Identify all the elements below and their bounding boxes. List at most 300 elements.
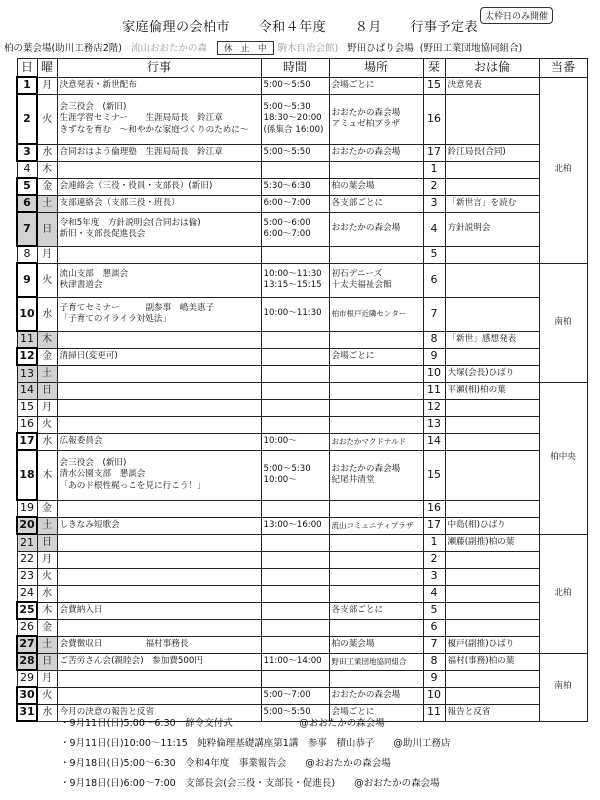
event-cell	[57, 263, 261, 297]
time-line: 5:00〜5:50	[263, 706, 311, 717]
day-number: 5	[17, 178, 37, 195]
time-cell	[261, 331, 329, 348]
weekday: 木	[37, 602, 57, 619]
table-row	[17, 94, 587, 144]
place-cell	[329, 687, 423, 704]
event-line: 清掃日(変更可)	[59, 350, 118, 361]
event-cell	[57, 636, 261, 653]
oharin-cell	[445, 619, 539, 636]
weekday: 月	[37, 399, 57, 416]
day-number: 31	[17, 704, 37, 721]
oharin-cell	[445, 297, 539, 331]
time-cell	[261, 653, 329, 670]
shiori-number: 15	[423, 450, 445, 500]
day-number: 26	[17, 619, 37, 636]
weekday: 金	[37, 619, 57, 636]
event-line: 「あのド根性梶っこを見に行こう！」	[59, 480, 206, 491]
place-line: おおたかの森会場	[331, 146, 401, 157]
event-cell	[57, 331, 261, 348]
event-cell	[57, 534, 261, 551]
oharin-cell	[445, 433, 539, 450]
weekday: 土	[37, 195, 57, 212]
place-cell	[329, 263, 423, 297]
event-cell	[57, 94, 261, 144]
table-row	[17, 534, 587, 551]
place-cell	[329, 178, 423, 195]
place-cell	[329, 297, 423, 331]
day-number: 6	[17, 195, 37, 212]
time-line: 10:00〜11:30	[263, 308, 322, 319]
col-duty: 当番	[539, 59, 587, 78]
time-cell	[261, 144, 329, 161]
weekday: 水	[37, 144, 57, 161]
place-cell	[329, 212, 423, 246]
day-number: 2	[17, 94, 37, 144]
table-row	[17, 77, 587, 94]
event-line: 今月の決意の報告と反省	[59, 706, 155, 717]
time-cell	[261, 382, 329, 399]
oharin-cell	[445, 348, 539, 365]
time-cell	[261, 263, 329, 297]
place-line: おおたかマクドナルド	[331, 436, 407, 446]
event-cell	[57, 450, 261, 500]
closed-stamp: 休 止 中	[217, 41, 274, 55]
time-cell	[261, 670, 329, 687]
time-line: 6:00〜7:00	[263, 229, 311, 239]
note-item: ・9月11日(日)10:00〜11:15 純粋倫理基礎講座第1講 参事 積山恭子 @助川工務店	[60, 738, 451, 749]
weekday: 水	[37, 585, 57, 602]
day-number: 12	[17, 348, 37, 365]
weekday: 木	[37, 161, 57, 178]
time-cell	[261, 551, 329, 568]
venue-noda-sub: (野田工業団地協同組合)	[419, 43, 523, 54]
oharin-cell: 報告と反省	[445, 704, 539, 721]
weekday: 金	[37, 500, 57, 517]
oharin-cell	[445, 161, 539, 178]
event-cell	[57, 585, 261, 602]
org-name: 家庭倫理の会柏市	[122, 20, 231, 35]
time-line: 5:00〜5:50	[263, 146, 311, 157]
time-cell	[261, 534, 329, 551]
weekday: 木	[37, 450, 57, 500]
table-row	[17, 416, 587, 433]
table-row	[17, 433, 587, 450]
day-number: 8	[17, 246, 37, 263]
place-cell	[329, 636, 423, 653]
day-number: 23	[17, 568, 37, 585]
oharin-cell	[445, 246, 539, 263]
note-item: ・9月11日(日)5:00〜6:30 辞令交付式 @おおたかの森会場	[60, 718, 385, 729]
day-number: 1	[17, 77, 37, 94]
oharin-cell	[445, 500, 539, 517]
event-cell	[57, 602, 261, 619]
table-row	[17, 619, 587, 636]
event-cell	[57, 161, 261, 178]
day-number: 27	[17, 636, 37, 653]
place-cell	[329, 433, 423, 450]
time-cell	[261, 517, 329, 534]
day-number: 19	[17, 500, 37, 517]
notes	[60, 714, 450, 794]
event-cell	[57, 517, 261, 534]
place-line: 会場ごとに	[331, 706, 375, 717]
time-cell	[261, 161, 329, 178]
time-cell	[261, 178, 329, 195]
shiori-number: 16	[423, 94, 445, 144]
table-row	[17, 399, 587, 416]
shiori-number: 4	[423, 585, 445, 602]
day-number: 20	[17, 517, 37, 534]
place-cell	[329, 517, 423, 534]
place-line: 初石デニーズ	[331, 268, 383, 279]
day-number: 10	[17, 297, 37, 331]
place-line: 会場ごとに	[331, 79, 375, 90]
event-cell	[57, 195, 261, 212]
place-cell	[329, 94, 423, 144]
day-number: 11	[17, 331, 37, 348]
day-number: 4	[17, 161, 37, 178]
place-cell	[329, 653, 423, 670]
table-row	[17, 602, 587, 619]
table-row	[17, 687, 587, 704]
oharin-cell	[445, 670, 539, 687]
weekday: 土	[37, 517, 57, 534]
event-cell	[57, 416, 261, 433]
table-row	[17, 517, 587, 534]
shiori-number: 6	[423, 619, 445, 636]
place-cell	[329, 77, 423, 94]
place-line: おおたかの森会場	[331, 689, 401, 700]
place-cell	[329, 399, 423, 416]
place-cell	[329, 416, 423, 433]
place-cell	[329, 500, 423, 517]
weekday: 月	[37, 670, 57, 687]
time-line: 13:00〜16:00	[263, 519, 322, 530]
time-cell	[261, 348, 329, 365]
weekday: 日	[37, 534, 57, 551]
time-cell	[261, 416, 329, 433]
event-cell	[57, 382, 261, 399]
time-cell	[261, 687, 329, 704]
event-cell	[57, 77, 261, 94]
shiori-number: 3	[423, 195, 445, 212]
table-row	[17, 653, 587, 670]
time-line: 6:00〜7:00	[263, 197, 311, 208]
event-line: 会三役会 (新旧)	[59, 458, 127, 469]
place-line: 流山コミュニティプラザ	[331, 520, 414, 530]
day-number: 17	[17, 433, 37, 450]
oharin-cell: 中島(相)ひばり	[445, 517, 539, 534]
time-cell	[261, 94, 329, 144]
time-cell	[261, 619, 329, 636]
shiori-number: 17	[423, 517, 445, 534]
day-number: 29	[17, 670, 37, 687]
weekday: 日	[37, 212, 57, 246]
table-row	[17, 500, 587, 517]
event-line: きずなを育む 〜和やかな家庭づくりのために〜	[59, 124, 249, 135]
oharin-cell: 方針説明会	[445, 212, 539, 246]
table-row	[17, 178, 587, 195]
oharin-cell	[445, 94, 539, 144]
oharin-cell: 平瀬(相)柏の葉	[445, 382, 539, 399]
oharin-cell	[445, 450, 539, 500]
time-line: (係集合 16:00)	[263, 124, 324, 135]
place-line: アミュゼ柏プラザ	[331, 119, 401, 129]
note-item: ・9月18日(日)6:00〜7:00 支部長会(会三役・支部長・促進長) @おおたかの森会場	[60, 778, 440, 789]
time-line: 10:00〜	[263, 475, 297, 485]
weekday: 月	[37, 77, 57, 94]
time-cell	[261, 399, 329, 416]
bold-days-note: 太枠日のみ開催	[480, 7, 553, 24]
shiori-number: 17	[423, 144, 445, 161]
place-line: 十太夫福祉会館	[331, 280, 392, 290]
weekday: 火	[37, 94, 57, 144]
fiscal-year: 令和４年度	[258, 20, 327, 35]
weekday: 火	[37, 263, 57, 297]
shiori-number: 11	[423, 382, 445, 399]
event-line: 流山支部 懇談会	[59, 268, 129, 279]
schedule-body	[17, 77, 587, 721]
day-number: 28	[17, 653, 37, 670]
place-cell	[329, 348, 423, 365]
oharin-cell	[445, 585, 539, 602]
venue-otaka: 流山おおたかの森	[131, 43, 208, 54]
venue-noda: 野田ひばり会場	[347, 43, 414, 54]
place-cell	[329, 670, 423, 687]
shiori-number: 11	[423, 704, 445, 721]
oharin-cell	[445, 551, 539, 568]
day-number: 3	[17, 144, 37, 161]
event-line: 決意発表・新世配布	[59, 79, 137, 90]
table-row	[17, 670, 587, 687]
shiori-number: 10	[423, 365, 445, 382]
table-row	[17, 365, 587, 382]
table-row	[17, 195, 587, 212]
table-row	[17, 636, 587, 653]
shiori-number: 14	[423, 433, 445, 450]
event-cell	[57, 297, 261, 331]
event-line: 子育てセミナー 副参事 嶋美恵子	[59, 302, 215, 313]
duty-cell: 南柏	[539, 263, 587, 382]
event-cell	[57, 365, 261, 382]
event-cell	[57, 144, 261, 161]
duty-cell: 北柏	[539, 534, 587, 653]
table-row	[17, 297, 587, 331]
table-row	[17, 246, 587, 263]
time-line: 5:00〜5:30	[263, 463, 311, 474]
weekday: 水	[37, 704, 57, 721]
venue-otaka-sub: 駒木自治会館)	[277, 43, 339, 54]
event-line: 新旧・支部長促進長会	[59, 229, 146, 239]
place-line: おおたかの森会場	[331, 107, 401, 118]
duty-cell: 北柏	[539, 77, 587, 263]
event-cell	[57, 687, 261, 704]
table-row	[17, 144, 587, 161]
table-row	[17, 331, 587, 348]
day-number: 15	[17, 399, 37, 416]
place-cell	[329, 246, 423, 263]
time-line: 5:00〜6:00	[263, 217, 311, 228]
time-cell	[261, 195, 329, 212]
venue-list	[4, 40, 600, 55]
weekday: 木	[37, 331, 57, 348]
oharin-cell	[445, 399, 539, 416]
place-cell	[329, 450, 423, 500]
place-line: 会場ごとに	[331, 350, 375, 361]
place-cell	[329, 602, 423, 619]
event-line: 令和5年度 方針説明会(合同おは倫)	[59, 217, 201, 228]
event-line: しきなみ短歌会	[59, 519, 120, 530]
shiori-number: 12	[423, 399, 445, 416]
col-shiori: 栞	[423, 59, 445, 78]
event-cell	[57, 653, 261, 670]
event-cell	[57, 348, 261, 365]
col-weekday: 曜	[37, 59, 57, 78]
event-cell	[57, 670, 261, 687]
time-cell	[261, 500, 329, 517]
place-line: 柏の葉会場	[331, 180, 375, 191]
shiori-number: 5	[423, 246, 445, 263]
shiori-number: 4	[423, 212, 445, 246]
day-number: 16	[17, 416, 37, 433]
col-oharin: おは倫	[445, 59, 539, 78]
oharin-cell: 「新世」感想発表	[445, 331, 539, 348]
weekday: 土	[37, 365, 57, 382]
time-cell	[261, 77, 329, 94]
event-line: ご苦労さん会(親睦会) 参加費500円	[59, 655, 203, 666]
weekday: 水	[37, 297, 57, 331]
month: ８月	[354, 20, 382, 35]
event-line: 生涯学習セミナー 生涯局局長 鈴江章	[59, 113, 223, 124]
oharin-cell	[445, 416, 539, 433]
place-line: おおたかの森会場	[331, 463, 401, 474]
shiori-number: 9	[423, 348, 445, 365]
day-number: 13	[17, 365, 37, 382]
day-number: 14	[17, 382, 37, 399]
oharin-cell: 大塚(会長)ひばり	[445, 365, 539, 382]
oharin-cell: 「新世言」を読む	[445, 195, 539, 212]
shiori-number: 3	[423, 568, 445, 585]
time-cell	[261, 433, 329, 450]
weekday: 火	[37, 568, 57, 585]
shiori-number: 2	[423, 551, 445, 568]
col-event: 行事	[57, 59, 261, 78]
place-line: 野田工業団地協同組合	[331, 656, 407, 666]
oharin-cell: 決意発表	[445, 77, 539, 94]
oharin-cell: 鈴江局長(合同)	[445, 144, 539, 161]
table-row	[17, 450, 587, 500]
oharin-cell	[445, 687, 539, 704]
shiori-number: 10	[423, 687, 445, 704]
place-cell	[329, 161, 423, 178]
event-cell	[57, 568, 261, 585]
place-cell	[329, 365, 423, 382]
day-number: 7	[17, 212, 37, 246]
schedule-table	[16, 58, 588, 722]
time-cell	[261, 297, 329, 331]
table-row	[17, 161, 587, 178]
weekday: 日	[37, 382, 57, 399]
event-cell	[57, 500, 261, 517]
day-number: 9	[17, 263, 37, 297]
event-line: 「子育てのイライラ対処法」	[59, 314, 171, 324]
col-time: 時間	[261, 59, 329, 78]
shiori-number: 5	[423, 602, 445, 619]
table-row	[17, 212, 587, 246]
shiori-number: 9	[423, 670, 445, 687]
time-cell	[261, 585, 329, 602]
shiori-number: 6	[423, 263, 445, 297]
col-day: 日	[17, 59, 37, 78]
time-line: 13:15〜15:15	[263, 280, 322, 290]
shiori-number: 2	[423, 178, 445, 195]
time-line: 11:00〜14:00	[263, 655, 322, 666]
day-number: 24	[17, 585, 37, 602]
place-cell	[329, 382, 423, 399]
day-number: 18	[17, 450, 37, 500]
place-line: 各支部ごとに	[331, 604, 384, 615]
time-cell	[261, 636, 329, 653]
oharin-cell	[445, 178, 539, 195]
event-cell	[57, 178, 261, 195]
event-cell	[57, 433, 261, 450]
table-row	[17, 348, 587, 365]
event-cell	[57, 246, 261, 263]
event-cell	[57, 212, 261, 246]
time-line: 5:30〜6:30	[263, 180, 311, 191]
table-row	[17, 382, 587, 399]
duty-cell: 南柏	[539, 653, 587, 721]
shiori-number: 1	[423, 534, 445, 551]
shiori-number: 8	[423, 331, 445, 348]
time-cell	[261, 450, 329, 500]
venue-kashiwanoha: 柏の葉会場(助川工務店2階)	[4, 43, 122, 54]
note-item: ・9月18日(日)5:00〜6:30 令和4年度 事業報告会 @おおたかの森会場	[60, 758, 391, 769]
place-cell	[329, 619, 423, 636]
day-number: 30	[17, 687, 37, 704]
oharin-cell: 瀬藤(副推)柏の葉	[445, 534, 539, 551]
weekday: 水	[37, 433, 57, 450]
place-line: 各支部ごとに	[331, 197, 384, 208]
time-cell	[261, 568, 329, 585]
weekday: 火	[37, 416, 57, 433]
event-cell	[57, 399, 261, 416]
doc-title: 行事予定表	[410, 20, 478, 35]
shiori-number: 13	[423, 416, 445, 433]
oharin-cell: 福村(事務)柏の葉	[445, 653, 539, 670]
time-line: 5:00〜5:50	[263, 79, 311, 90]
time-cell	[261, 212, 329, 246]
event-line: 会連絡会（三役・役員・支部長）(新旧)	[59, 180, 213, 191]
oharin-cell	[445, 602, 539, 619]
weekday: 金	[37, 178, 57, 195]
time-line: 10:00〜	[263, 435, 297, 446]
place-line: 柏市根戸近隣センター	[331, 309, 407, 319]
table-row	[17, 585, 587, 602]
shiori-number: 7	[423, 636, 445, 653]
place-cell	[329, 144, 423, 161]
place-cell	[329, 331, 423, 348]
weekday: 月	[37, 551, 57, 568]
place-cell	[329, 534, 423, 551]
day-number: 21	[17, 534, 37, 551]
place-cell	[329, 195, 423, 212]
weekday: 火	[37, 687, 57, 704]
event-line: 支部連絡会（支部三役・班長）	[59, 197, 180, 208]
day-number: 25	[17, 602, 37, 619]
event-line: 広報委員会	[59, 435, 103, 446]
event-line: 会費納入日	[59, 604, 103, 615]
